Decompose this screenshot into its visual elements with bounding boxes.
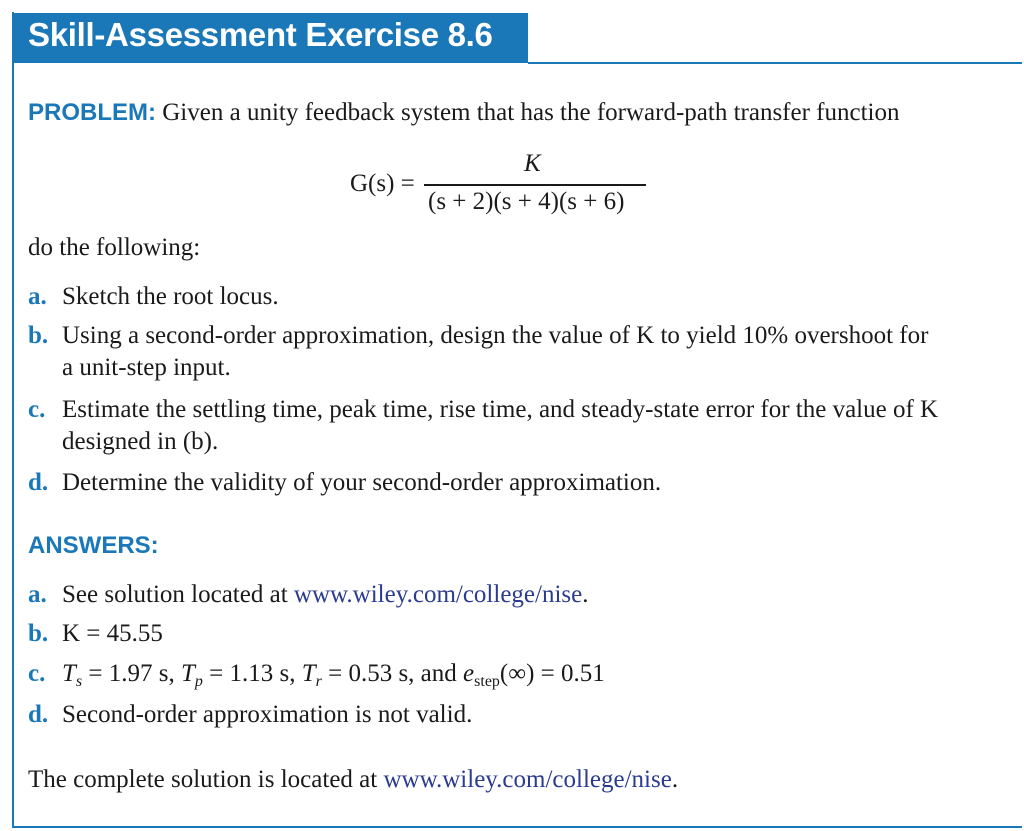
tr-sub: r [315,673,322,690]
problem-intro-text: Given a unity feedback system that has the forward-path transfer function [162,99,900,126]
tp-symbol: T [180,660,195,687]
item-text: Using a second-order approximation, design the value of K to yield 10% overshoot for [62,322,929,349]
ts-value: = 1.97 s, [82,660,181,687]
follow-text: do the following: [28,234,201,261]
tr-symbol: T [301,660,316,687]
answers-heading-text: ANSWERS: [28,532,159,559]
tr-value: = 0.53 s, and [321,660,464,687]
answer-text [62,579,588,610]
item-text: Estimate the settling time, peak time, rise time, and steady-state error for the value of K [62,396,939,423]
tp-value: = 1.13 s, [202,660,302,687]
item-text-cont: designed in (b). [62,428,219,455]
item-label: a. [28,283,47,310]
answer-label: d. [28,701,49,728]
answer-label: c. [28,660,46,687]
exercise-title: Skill-Assessment Exercise 8.6 [28,16,493,53]
answer-a-text: See solution located at [62,581,294,608]
problem-intro [28,97,900,128]
period: . [582,581,589,608]
equation-numerator: K [524,150,541,177]
footer-note [28,764,678,795]
answer-b-text: K = 45.55 [62,620,163,647]
e-value: (∞) = 0.51 [499,660,605,687]
wiley-link[interactable]: www.wiley.com/college/nise [293,581,583,608]
item-text: Sketch the root locus. [62,283,279,310]
answers-heading [28,530,159,561]
answer-label: a. [28,581,47,608]
footer-text: The complete solution is located at [28,766,384,793]
problem-heading: PROBLEM: [28,99,156,126]
title-rule [528,62,1022,64]
ts-sub: s [75,673,83,690]
item-label: b. [28,322,49,349]
item-text-cont: a unit-step input. [62,354,231,381]
item-label: c. [28,396,46,423]
ts-symbol: T [62,660,76,687]
equation-lhs: G(s) = [350,170,415,197]
equation-denominator: (s + 2)(s + 4)(s + 6) [428,188,625,215]
answer-label: b. [28,620,49,647]
fraction-bar [424,184,646,186]
e-sub: step [474,673,500,690]
footer-period: . [671,766,679,793]
footer-link[interactable]: www.wiley.com/college/nise [383,766,672,793]
answer-d-text: Second-order approximation is not valid. [62,701,473,728]
item-text: Determine the validity of your second-order approximation. [62,469,662,496]
tp-sub: p [194,673,203,690]
answer-c-text [62,658,605,697]
item-label: d. [28,469,49,496]
e-symbol: e [463,660,475,687]
